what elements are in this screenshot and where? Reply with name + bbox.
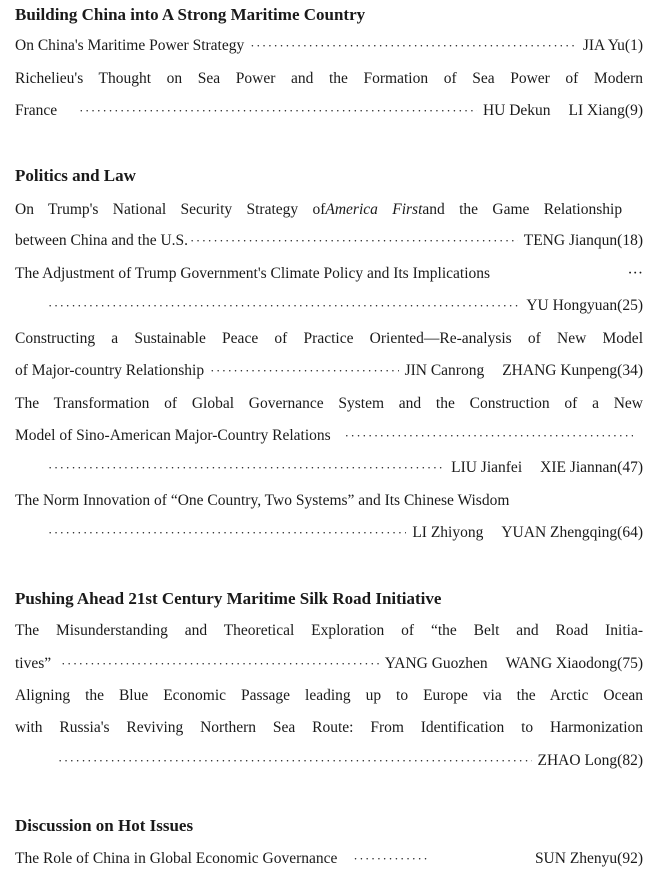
entry-title: The Role of China in Global Economic Governance — [15, 850, 338, 867]
entry-title: On China's Maritime Power Strategy — [15, 37, 245, 54]
toc-entry-continued[interactable] — [58, 750, 643, 772]
entry-page: (34) — [617, 362, 643, 379]
entry-title-line: On Trump's National Security Strategy ofAmerica Firstand the Game Relationship — [15, 201, 623, 218]
toc-entry-continued[interactable] — [48, 295, 643, 317]
entry-page: (64) — [617, 524, 643, 541]
dot-leader — [48, 295, 520, 317]
entry-author: ZHAO Long(82) — [537, 752, 643, 769]
dot-leader — [210, 360, 398, 382]
entry-title-line: The Transformation of Global Governance System and the Construction of a New — [15, 395, 643, 412]
toc-entry-continued[interactable] — [15, 100, 643, 122]
toc-entry[interactable] — [15, 263, 643, 285]
toc-entry[interactable] — [15, 620, 643, 642]
entry-author: YU Hongyuan(25) — [526, 297, 643, 314]
entry-title-line: between China and the U.S. — [15, 232, 189, 249]
entry-authors: JIN Canrong ZHANG Kunpeng(34) — [404, 362, 643, 379]
toc-entry-continued[interactable] — [48, 457, 643, 479]
toc-entry-continued[interactable] — [48, 522, 643, 544]
entry-title-line: Constructing a Sustainable Peace of Practice Oriented—Re-analysis of New Model — [15, 330, 643, 347]
dot-leader — [61, 653, 379, 675]
entry-title-line: Model of Sino-American Major-Country Relations — [15, 427, 331, 444]
entry-author: TENG Jianqun(18) — [523, 232, 643, 249]
dot-leader — [353, 848, 429, 870]
section-heading: Pushing Ahead 21st Century Maritime Silk Road Initiative — [15, 589, 442, 608]
toc-entry[interactable] — [15, 848, 643, 870]
entry-page: (1) — [624, 37, 643, 54]
dot-leader — [58, 750, 532, 772]
entry-title: The Adjustment of Trump Government's Climate Policy and Its Implications — [15, 265, 491, 282]
entry-title-line: Richelieu's Thought on Sea Power and the Formation of Sea Power of Modern — [15, 70, 643, 87]
toc-entry[interactable] — [15, 68, 643, 90]
toc-entry[interactable] — [15, 393, 643, 415]
entry-title-line: with Russia's Reviving Northern Sea Route: From Identification to Harmonization — [15, 719, 643, 736]
entry-authors: HU Dekun LI Xiang(9) — [482, 102, 643, 119]
entry-title-line: of Major-country Relationship — [15, 362, 205, 379]
section-heading: Building China into A Strong Maritime Country — [15, 5, 366, 24]
entry-page: (75) — [617, 655, 643, 672]
section-heading: Discussion on Hot Issues — [15, 816, 194, 835]
entry-title-line: Aligning the Blue Economic Passage leading up to Europe via the Arctic Ocean — [15, 687, 643, 704]
dot-leader — [48, 457, 445, 479]
dot-leader — [48, 522, 406, 544]
section-heading: Politics and Law — [15, 166, 136, 185]
toc-entry[interactable] — [15, 199, 643, 221]
toc-entry[interactable] — [15, 328, 643, 350]
entry-page: (25) — [617, 297, 643, 314]
dot-leader — [250, 35, 577, 57]
toc-entry-continued[interactable] — [15, 717, 643, 739]
entry-title-line: tives” — [15, 655, 52, 672]
entry-page: (82) — [617, 752, 643, 769]
entry-authors: LIU Jianfei XIE Jiannan(47) — [451, 459, 643, 476]
dot-leader — [79, 100, 477, 122]
entry-page: (18) — [617, 232, 643, 249]
toc-entry[interactable] — [15, 35, 643, 57]
dot-leader — [345, 425, 633, 447]
entry-author: SUN Zhenyu(92) — [534, 850, 643, 867]
entry-authors: LI Zhiyong YUAN Zhengqing(64) — [412, 524, 643, 541]
toc-entry-continued[interactable] — [15, 653, 643, 675]
entry-page: (47) — [617, 459, 643, 476]
entry-title-line: The Misunderstanding and Theoretical Exploration of “the Belt and Road Initia- — [15, 622, 643, 639]
toc-entry[interactable] — [15, 685, 643, 707]
entry-authors: YANG Guozhen WANG Xiaodong(75) — [384, 655, 643, 672]
entry-title-line: France — [15, 102, 58, 119]
entry-author: JIA Yu(1) — [582, 37, 643, 54]
entry-page: (92) — [617, 850, 643, 867]
entry-title: The Norm Innovation of “One Country, Two Systems” and Its Chinese Wisdom — [15, 492, 510, 509]
toc-entry-continued[interactable] — [15, 425, 643, 447]
dot-leader: ··· — [627, 265, 643, 282]
dot-leader — [190, 230, 518, 252]
toc-entry-continued[interactable] — [15, 230, 643, 252]
entry-page: (9) — [624, 102, 643, 119]
toc-entry-continued[interactable] — [15, 360, 643, 382]
toc-entry[interactable] — [15, 490, 643, 512]
